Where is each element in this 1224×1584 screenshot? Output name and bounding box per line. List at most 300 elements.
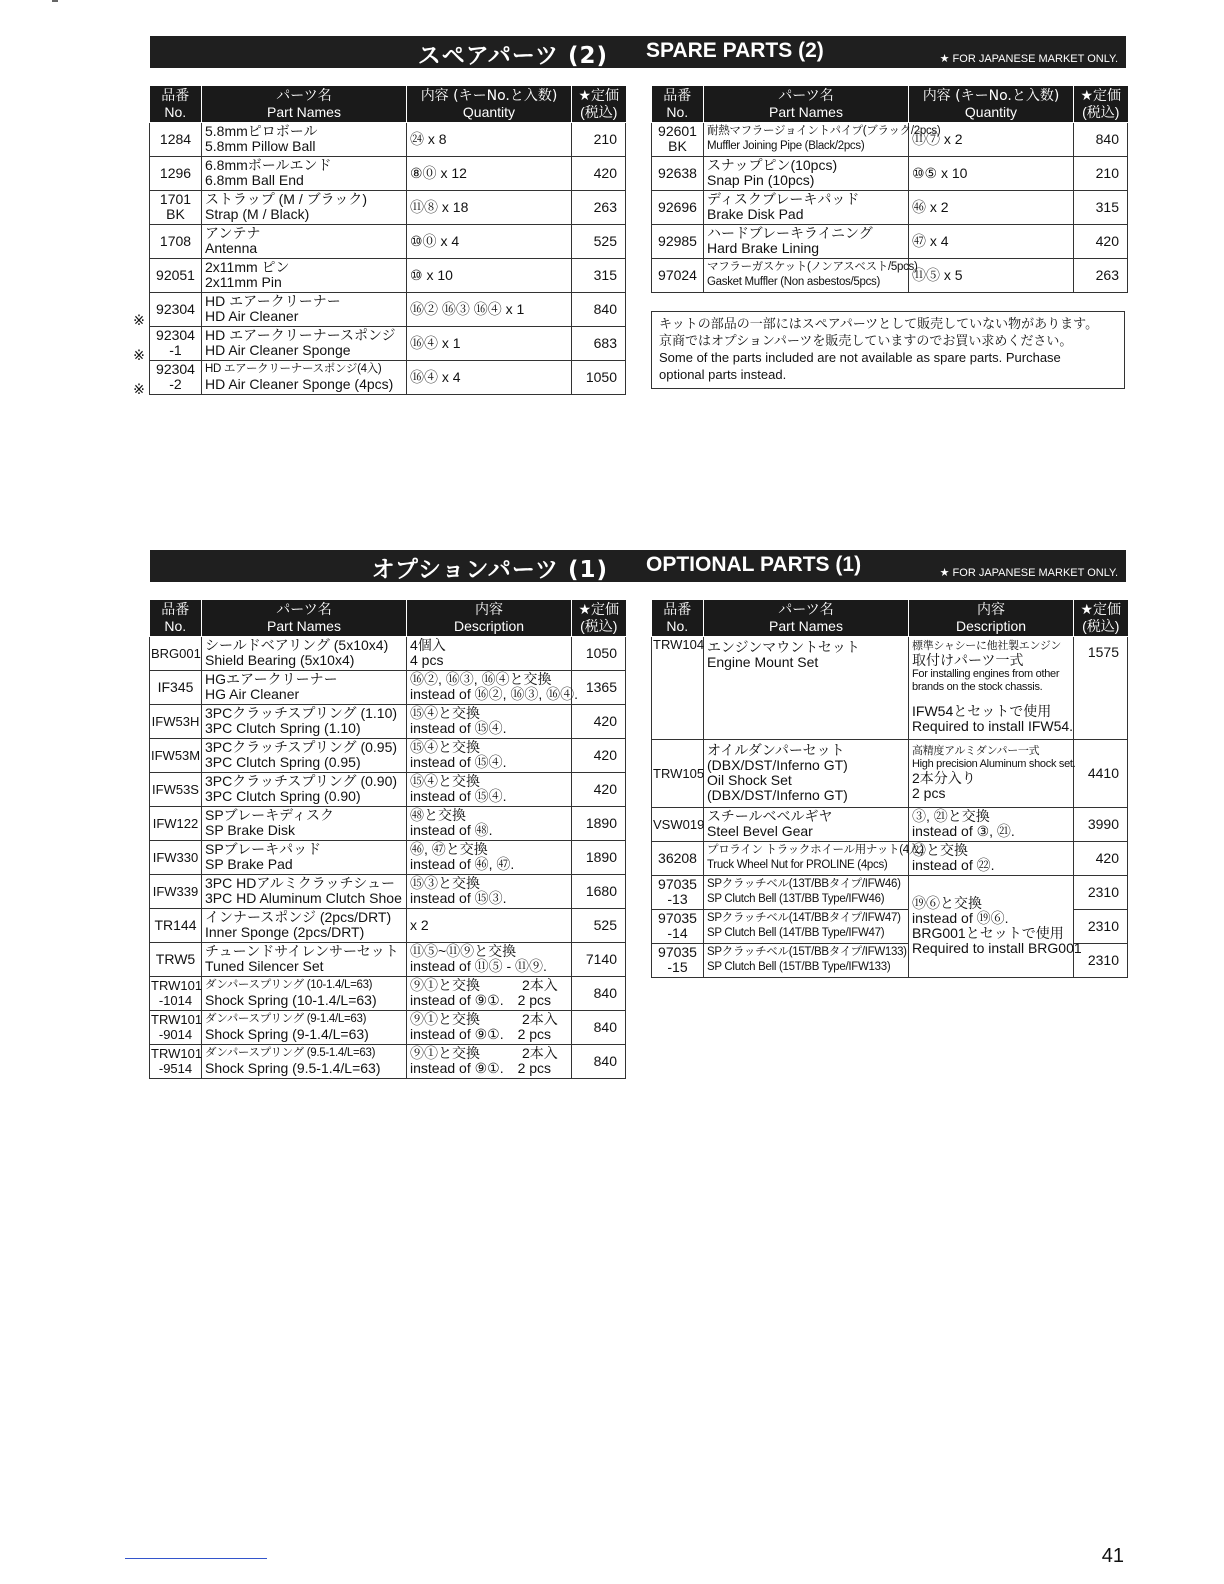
text-line: HD Air Cleaner Sponge	[205, 342, 351, 358]
text-line: (DBX/DST/Inferno GT)	[707, 757, 848, 773]
text-line: ⑮③と交換	[410, 875, 480, 891]
part-description	[909, 636, 1074, 739]
text-line: instead of ㊻, ㊼.	[410, 856, 515, 872]
part-name	[202, 636, 407, 670]
spare-parts-table-right	[651, 86, 1128, 293]
header-no	[652, 86, 704, 122]
header-part-names	[704, 600, 909, 636]
text-line: 1708	[159, 232, 192, 249]
text-line: Shock Spring (9.5-1.4/L=63)	[205, 1060, 381, 1076]
text-line: チューンドサイレンサーセット	[205, 943, 399, 959]
text-line: アンテナ	[205, 225, 261, 241]
header-quantity	[407, 600, 572, 636]
part-number	[652, 156, 704, 190]
text-line: TRW101	[151, 978, 203, 993]
text-line: ディスクブレーキパッド	[707, 191, 860, 207]
header-price	[1074, 86, 1128, 122]
part-number	[150, 908, 202, 942]
part-number	[150, 156, 202, 190]
table-row	[652, 122, 1128, 156]
text-line: ⑯②, ⑯③, ⑯④と交換	[410, 671, 552, 687]
text-line: instead of ③, ㉑.	[912, 823, 1015, 839]
part-number	[652, 875, 704, 909]
part-quantity: ㊻ x 2	[909, 190, 1074, 224]
part-number	[150, 292, 202, 326]
part-name	[202, 224, 407, 258]
header-part-names-en: Part Names	[267, 103, 341, 120]
part-name	[704, 943, 909, 977]
part-price: 4410	[1074, 739, 1128, 807]
text-line: HGエアークリーナー	[205, 671, 338, 687]
text-line: HD エアークリーナースポンジ(4入)	[205, 363, 382, 375]
part-number	[150, 1044, 202, 1078]
text-line: ⑨①と交換 2本入	[410, 1045, 558, 1061]
text-line: 97035	[658, 910, 697, 926]
part-number	[652, 190, 704, 224]
table-row	[150, 1010, 626, 1044]
text-line: 2x11mm Pin	[205, 274, 282, 290]
table-row	[652, 224, 1128, 258]
text-line: IFW53M	[151, 747, 201, 763]
optional-parts-table-right	[651, 600, 1128, 978]
part-name	[202, 840, 407, 874]
header-price-jp: ★定価	[578, 601, 620, 618]
header-part-names-jp: パーツ名	[778, 601, 834, 618]
text-line: Antenna	[205, 240, 258, 256]
table-row	[150, 738, 626, 772]
part-description	[909, 841, 1074, 875]
table-row	[150, 806, 626, 840]
part-number	[150, 224, 202, 258]
table-row	[150, 258, 626, 292]
text-line: x 2	[410, 916, 429, 933]
part-name	[704, 224, 909, 258]
text-line: instead of ㊽.	[410, 822, 493, 838]
optional-banner-note: ★ FOR JAPANESE MARKET ONLY.	[939, 567, 1118, 579]
part-quantity: ⑯② ⑯③ ⑯④ x 1	[407, 292, 572, 326]
part-number	[150, 806, 202, 840]
optional-banner-en: OPTIONAL PARTS (1)	[646, 553, 862, 576]
table-row	[150, 190, 626, 224]
part-name	[202, 1010, 407, 1044]
text-line: SP Clutch Bell (15T/BB Type/IFW133)	[707, 961, 891, 973]
text-line: プロライン トラックホイール用ナット(4入)	[707, 844, 924, 856]
text-line: 97035	[658, 876, 697, 892]
table-row	[150, 292, 626, 326]
part-description	[407, 704, 572, 738]
part-number	[652, 122, 704, 156]
part-description	[407, 942, 572, 976]
not-sold-mark: ※	[133, 382, 145, 398]
table-row	[652, 636, 1128, 739]
text-line: instead of ⑮③.	[410, 890, 507, 906]
text-line: 3PCクラッチスプリング (0.95)	[205, 739, 398, 755]
part-number	[150, 326, 202, 360]
part-price: 420	[572, 156, 626, 190]
text-line: Brake Disk Pad	[707, 206, 804, 222]
text-line: instead of ⑨①. 2 pcs	[410, 1026, 552, 1042]
part-price: 315	[572, 258, 626, 292]
part-description	[407, 976, 572, 1010]
text-line: SPクラッチベル(14T/BBタイプ/IFW47)	[707, 912, 901, 924]
text-line: 92985	[658, 232, 697, 249]
text-line: instead of ⑲⑥.	[912, 910, 1009, 926]
text-line: 92696	[658, 198, 697, 215]
part-price: 263	[572, 190, 626, 224]
part-number	[150, 976, 202, 1010]
text-line: オイルダンパーセット	[707, 742, 845, 758]
text-line: 4個入	[410, 637, 446, 653]
part-price: 683	[572, 326, 626, 360]
part-price: 1890	[572, 806, 626, 840]
text-line: Shield Bearing (5x10x4)	[205, 652, 355, 668]
part-name	[704, 909, 909, 943]
part-number	[652, 258, 704, 292]
text-line: 2x11mm ピン	[205, 259, 290, 275]
header-no-en: No.	[164, 103, 187, 120]
header-part-names-jp: パーツ名	[276, 87, 332, 104]
text-line: 3PCクラッチスプリング (0.90)	[205, 773, 398, 789]
text-line: (DBX/DST/Inferno GT)	[707, 787, 848, 803]
table-row	[150, 122, 626, 156]
header-quantity-en: Quantity	[462, 103, 516, 120]
table-row	[652, 190, 1128, 224]
header-price-jp: ★定価	[1080, 87, 1122, 104]
text-line: instead of ⑯②, ⑯③, ⑯④.	[410, 686, 579, 702]
text-line: 97035	[658, 944, 697, 960]
table-row	[150, 704, 626, 738]
text-line: SPブレーキパッド	[205, 841, 322, 857]
text-line: IFW339	[152, 883, 199, 899]
table-row	[150, 874, 626, 908]
table-row	[150, 942, 626, 976]
part-price: 840	[572, 292, 626, 326]
text-line: 標準シャシーに他社製エンジン	[912, 639, 1062, 652]
header-no	[150, 600, 202, 636]
part-price: 420	[572, 738, 626, 772]
text-line: SP Brake Pad	[205, 856, 293, 872]
table-row	[150, 772, 626, 806]
part-number	[150, 122, 202, 156]
text-line: ⑪⑤~⑪⑨と交換	[410, 943, 517, 959]
header-no-jp: 品番	[663, 601, 692, 618]
part-name	[704, 807, 909, 841]
header-no-en: No.	[666, 617, 689, 634]
text-line: シールドベアリング (5x10x4)	[205, 637, 389, 653]
part-price: 210	[1074, 156, 1128, 190]
corner-mark	[52, 0, 58, 2]
table-row	[150, 156, 626, 190]
text-line: HD エアークリーナー	[205, 293, 341, 309]
text-line: -2	[169, 376, 182, 392]
part-description	[407, 738, 572, 772]
text-line: SPブレーキディスク	[205, 807, 334, 823]
text-line: TRW105	[653, 765, 705, 781]
part-price: 2310	[1074, 943, 1128, 977]
part-name	[202, 1044, 407, 1078]
text-line: 5.8mmピロボール	[205, 123, 318, 139]
header-no	[150, 86, 202, 122]
text-line: 92304	[156, 327, 195, 343]
part-price: 1680	[572, 874, 626, 908]
text-line: Hard Brake Lining	[707, 240, 820, 256]
note-line: Some of the parts included are not available as spare parts. Purchase	[659, 350, 1061, 365]
note-line: optional parts instead.	[659, 367, 787, 382]
part-price: 7140	[572, 942, 626, 976]
part-quantity: ⑪⑦ x 2	[909, 122, 1074, 156]
part-name	[202, 190, 407, 224]
table-row	[150, 636, 626, 670]
text-line: Muffler Joining Pipe (Black/2pcs)	[707, 140, 865, 152]
text-line: HD Air Cleaner Sponge (4pcs)	[205, 376, 394, 392]
text-line: ㉒と交換	[912, 842, 968, 858]
text-line: -1	[169, 342, 182, 358]
spare-banner-jp: スペアパーツ (2)	[417, 43, 608, 69]
part-name	[202, 670, 407, 704]
part-quantity: ㉔ x 8	[407, 122, 572, 156]
text-line: BRG001	[151, 645, 201, 661]
part-number	[652, 636, 704, 739]
spare-parts-table-left	[149, 86, 626, 395]
text-line: Oil Shock Set	[707, 772, 792, 788]
text-line: 92304	[156, 300, 195, 317]
part-number	[150, 738, 202, 772]
part-description	[407, 874, 572, 908]
text-line: 耐熱マフラージョイントパイプ(ブラック/2pcs)	[707, 125, 941, 137]
text-line: エンジンマウントセット	[707, 638, 860, 655]
part-number	[652, 739, 704, 807]
text-line: 36208	[658, 849, 697, 866]
text-line: TRW101	[151, 1046, 203, 1061]
note-line: キットの部品の一部にはスペアパーツとして販売していない物があります。	[659, 316, 1099, 331]
part-number	[652, 807, 704, 841]
text-line: 92601	[658, 123, 697, 139]
part-description	[909, 875, 1082, 977]
part-name	[704, 190, 909, 224]
table-row	[652, 807, 1128, 841]
text-line: TRW5	[155, 950, 196, 967]
text-line: Snap Pin (10pcs)	[707, 172, 815, 188]
header-no-en: No.	[164, 617, 187, 634]
part-price: 420	[1074, 224, 1128, 258]
header-quantity	[909, 86, 1074, 122]
text-line: BRG001とセットで使用	[912, 925, 1064, 941]
header-quantity-en: Description	[955, 617, 1027, 634]
part-name	[202, 122, 407, 156]
header-quantity-jp: 内容 (キーNo.と入数)	[922, 87, 1060, 104]
part-number	[150, 772, 202, 806]
text-line: 2本分入り	[912, 770, 976, 786]
header-quantity	[909, 600, 1074, 636]
header-price-en: (税込)	[1082, 103, 1120, 120]
header-no-en: No.	[666, 103, 689, 120]
part-quantity: ㊼ x 4	[909, 224, 1074, 258]
part-description	[407, 806, 572, 840]
table-row	[652, 258, 1128, 292]
part-name	[704, 739, 909, 807]
text-line: IFW330	[152, 849, 199, 865]
text-line: HD エアークリーナースポンジ	[205, 327, 396, 343]
header-price-jp: ★定価	[1080, 601, 1122, 618]
part-price: 3990	[1074, 807, 1128, 841]
footer-rule	[125, 1558, 267, 1559]
text-line: 1296	[159, 164, 192, 181]
text-line: 92051	[156, 266, 195, 283]
spare-parts-note	[651, 311, 1125, 389]
text-line: IF345	[157, 678, 194, 695]
text-line: For installing engines from other	[912, 667, 1060, 680]
part-number	[652, 224, 704, 258]
text-line: マフラーガスケット(ノンアスベスト/5pcs)	[707, 261, 918, 273]
text-line: ストラップ (M / ブラック)	[205, 191, 367, 207]
text-line: 取付けパーツ一式	[912, 651, 1024, 668]
text-line: 高精度アルミダンパー一式	[912, 745, 1040, 757]
text-line: -13	[667, 891, 688, 907]
part-name	[202, 704, 407, 738]
spare-banner-note: ★ FOR JAPANESE MARKET ONLY.	[939, 53, 1118, 65]
header-part-names	[202, 86, 407, 122]
header-quantity-en: Quantity	[964, 103, 1018, 120]
header-price-en: (税込)	[1082, 617, 1120, 634]
part-number	[150, 840, 202, 874]
text-line: instead of ⑮④.	[410, 788, 507, 804]
text-line: -1014	[158, 993, 193, 1008]
part-name	[704, 258, 918, 292]
part-price: 840	[572, 1010, 626, 1044]
part-name	[202, 326, 407, 360]
text-line: ㊽と交換	[410, 807, 466, 823]
part-name	[202, 908, 407, 942]
part-name	[202, 258, 407, 292]
part-quantity: ⑪⑤ x 5	[909, 258, 1074, 292]
text-line: instead of ⑮④.	[410, 754, 507, 770]
text-line: ⑲⑥と交換	[912, 895, 982, 911]
text-line: IFW54とセットで使用	[912, 702, 1052, 719]
part-number	[150, 704, 202, 738]
header-no-jp: 品番	[161, 601, 190, 618]
header-part-names-jp: パーツ名	[276, 601, 332, 618]
part-quantity: ⑯④ x 1	[407, 326, 572, 360]
part-description	[909, 807, 1074, 841]
header-price	[572, 86, 626, 122]
text-line: Steel Bevel Gear	[707, 823, 813, 839]
part-price: 210	[572, 122, 626, 156]
optional-banner-jp: オプションパーツ (1)	[371, 557, 608, 583]
text-line: ダンパースプリング (10-1.4/L=63)	[205, 979, 373, 991]
text-line: Gasket Muffler (Non asbestos/5pcs)	[707, 276, 881, 288]
text-line: ⑮④と交換	[410, 739, 480, 755]
text-line: IFW53S	[152, 781, 199, 797]
text-line: HG Air Cleaner	[205, 686, 300, 702]
text-line: Engine Mount Set	[707, 653, 819, 670]
text-line: Shock Spring (9-1.4/L=63)	[205, 1026, 369, 1042]
text-line: 97024	[658, 266, 697, 283]
not-sold-mark: ※	[133, 348, 145, 364]
text-line: Inner Sponge (2pcs/DRT)	[205, 924, 365, 940]
part-name	[704, 156, 909, 190]
header-part-names-en: Part Names	[769, 103, 843, 120]
part-price: 263	[1074, 258, 1128, 292]
part-description	[407, 670, 579, 704]
text-line: -15	[667, 959, 688, 975]
text-line: HD Air Cleaner	[205, 308, 299, 324]
header-price-jp: ★定価	[578, 87, 620, 104]
part-description	[407, 772, 572, 806]
text-line: instead of ⑨①. 2 pcs	[410, 1060, 552, 1076]
table-row	[150, 670, 626, 704]
part-number	[652, 841, 704, 875]
header-quantity-jp: 内容 (キーNo.と入数)	[420, 87, 558, 104]
header-quantity	[407, 86, 572, 122]
part-quantity: ⑩ x 10	[407, 258, 572, 292]
part-price: 840	[1074, 122, 1128, 156]
text-line: 3PC Clutch Spring (0.95)	[205, 754, 361, 770]
text-line: スチールベベルギヤ	[707, 808, 833, 824]
part-price: 1365	[572, 670, 626, 704]
optional-parts-table-left	[149, 600, 626, 1079]
text-line: インナースポンジ (2pcs/DRT)	[205, 909, 392, 925]
part-name	[202, 806, 407, 840]
text-line: 6.8mm Ball End	[205, 172, 304, 188]
part-quantity: ⑯④ x 4	[407, 360, 572, 394]
part-name	[202, 874, 407, 908]
part-price: 2310	[1074, 909, 1128, 943]
part-name	[202, 976, 407, 1010]
part-number	[150, 670, 202, 704]
text-line: ⑮④と交換	[410, 773, 480, 789]
header-no-jp: 品番	[663, 87, 692, 104]
text-line: BK	[166, 206, 185, 222]
text-line: instead of ⑮④.	[410, 720, 507, 736]
part-quantity: ⑧⓪ x 12	[407, 156, 572, 190]
part-name	[202, 360, 407, 394]
table-row	[652, 156, 1128, 190]
spare-parts-banner	[150, 36, 1126, 68]
optional-parts-banner	[150, 550, 1126, 582]
text-line: ダンパースプリング (9.5-1.4/L=63)	[205, 1047, 376, 1059]
part-description	[407, 908, 572, 942]
header-price-en: (税込)	[580, 103, 618, 120]
text-line: -9514	[158, 1061, 193, 1076]
header-part-names-en: Part Names	[267, 617, 341, 634]
header-part-names-jp: パーツ名	[778, 87, 834, 104]
part-price: 1890	[572, 840, 626, 874]
header-part-names	[704, 86, 909, 122]
part-number	[150, 258, 202, 292]
part-description	[909, 739, 1074, 807]
header-quantity-jp: 内容	[977, 601, 1005, 618]
text-line: SPクラッチベル(15T/BBタイプ/IFW133)	[707, 946, 907, 958]
text-line: instead of ⑨①. 2 pcs	[410, 992, 552, 1008]
text-line: SP Clutch Bell (13T/BB Type/IFW46)	[707, 893, 885, 905]
part-name	[202, 738, 407, 772]
text-line: SP Brake Disk	[205, 822, 295, 838]
part-number	[652, 909, 704, 943]
text-line: 3PC Clutch Spring (1.10)	[205, 720, 361, 736]
part-name	[202, 156, 407, 190]
text-line: VSW019	[653, 816, 705, 832]
header-quantity-jp: 内容	[475, 601, 503, 618]
text-line: IFW122	[152, 815, 199, 831]
part-price: 1050	[572, 636, 626, 670]
part-description	[407, 840, 572, 874]
text-line: -14	[667, 925, 688, 941]
table-row	[652, 875, 1128, 909]
text-line: ③, ㉑と交換	[912, 808, 990, 824]
part-price: 1050	[572, 360, 626, 394]
page-number: 41	[1101, 1545, 1124, 1567]
part-description	[407, 1044, 572, 1078]
